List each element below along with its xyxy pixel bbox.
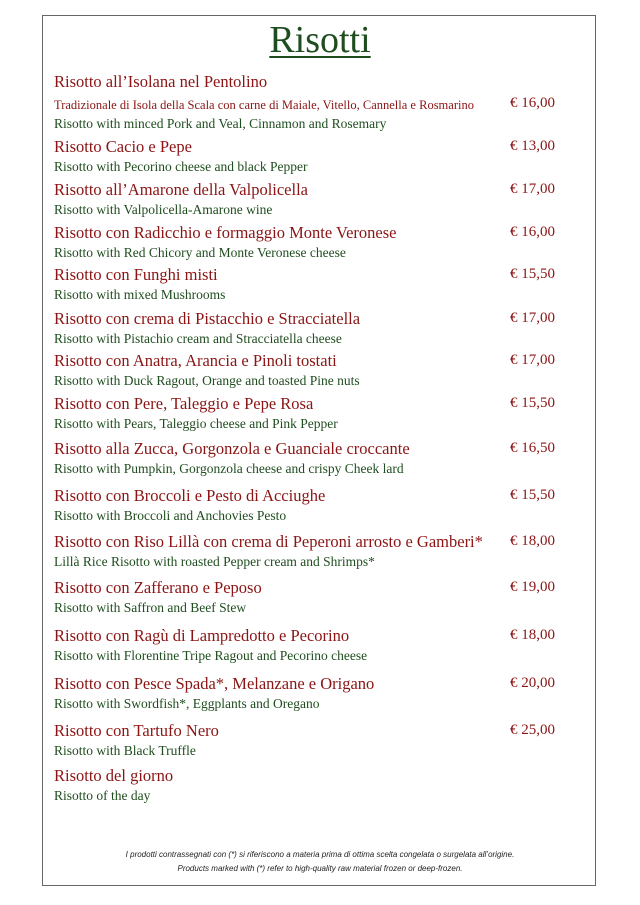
item-name: Risotto con Anatra, Arancia e Pinoli tostati [54, 351, 337, 370]
item-name: Risotto alla Zucca, Gorgonzola e Guanciale croccante [54, 439, 410, 458]
menu-item [54, 721, 564, 760]
item-name: Risotto con Pesce Spada*, Melanzane e Origano [54, 674, 375, 693]
item-price: € 17,00 [510, 181, 555, 197]
item-price: € 13,00 [510, 138, 555, 154]
item-name: Risotto con Tartufo Nero [54, 721, 219, 740]
item-name: Risotto con Zafferano e Peposo [54, 578, 262, 597]
page-title: Risotti [269, 19, 371, 61]
item-english: Risotto with Valpolicella-Amarone wine [54, 202, 273, 217]
item-english: Lillà Rice Risotto with roasted Pepper cream and Shrimps* [54, 554, 375, 569]
item-english: Risotto with Swordfish*, Eggplants and Oregano [54, 696, 320, 711]
item-english: Risotto with Pistachio cream and Stracciatella cheese [54, 331, 342, 346]
footer-italian: I prodotti contrassegnati con (*) si riferiscono a materia prima di ottima scelta congelata o surgelata all’origine. [125, 850, 515, 859]
item-name: Risotto con Ragù di Lampredotto e Pecorino [54, 626, 350, 645]
item-name: Risotto all’Isolana nel Pentolino [54, 72, 268, 91]
menu-item [54, 674, 564, 713]
item-price: € 15,50 [510, 395, 555, 411]
menu-item [54, 72, 564, 133]
item-english: Risotto with mixed Mushrooms [54, 287, 226, 302]
item-english: Risotto with Pumpkin, Gorgonzola cheese and crispy Cheek lard [54, 461, 404, 476]
menu-item [54, 626, 564, 665]
item-price: € 18,00 [510, 533, 555, 549]
item-price: € 19,00 [510, 579, 555, 595]
item-english: Risotto with Broccoli and Anchovies Pesto [54, 508, 287, 523]
footer-english: Products marked with (*) refer to high-quality raw material frozen or deep-frozen. [177, 864, 463, 873]
item-name: Risotto con Funghi misti [54, 265, 218, 284]
menu-item [54, 486, 564, 525]
item-subtitle: Tradizionale di Isola della Scala con carne di Maiale, Vitello, Cannella e Rosmarino [54, 98, 474, 112]
item-english: Risotto with Florentine Tripe Ragout and Pecorino cheese [54, 648, 368, 663]
item-name: Risotto con Riso Lillà con crema di Peperoni arrosto e Gamberi* [54, 532, 483, 551]
item-name: Risotto con Pere, Taleggio e Pepe Rosa [54, 394, 314, 413]
item-english: Risotto with Duck Ragout, Orange and toasted Pine nuts [54, 373, 360, 388]
menu-item [54, 309, 564, 348]
menu-item [54, 766, 564, 805]
menu-item [54, 180, 564, 219]
item-name: Risotto all’Amarone della Valpolicella [54, 180, 309, 199]
item-price: € 15,50 [510, 487, 555, 503]
item-name: Risotto con Broccoli e Pesto di Acciughe [54, 486, 326, 505]
item-price: € 16,50 [510, 440, 555, 456]
item-price: € 16,00 [510, 95, 555, 111]
item-english: Risotto with Saffron and Beef Stew [54, 600, 247, 615]
item-price: € 17,00 [510, 352, 555, 368]
item-english: Risotto with minced Pork and Veal, Cinnamon and Rosemary [54, 116, 387, 131]
item-name: Risotto con crema di Pistacchio e Stracciatella [54, 309, 361, 328]
item-name: Risotto Cacio e Pepe [54, 137, 192, 156]
item-price: € 18,00 [510, 627, 555, 643]
item-price: € 25,00 [510, 722, 555, 738]
item-name: Risotto con Radicchio e formaggio Monte Veronese [54, 223, 397, 242]
item-price: € 15,50 [510, 266, 555, 282]
item-english: Risotto with Pecorino cheese and black Pepper [54, 159, 308, 174]
item-english: Risotto of the day [54, 788, 151, 803]
menu-item [54, 223, 564, 262]
menu-item [54, 439, 564, 478]
menu-item [54, 265, 564, 304]
menu-item [54, 351, 564, 390]
menu-item [54, 137, 564, 176]
item-price: € 20,00 [510, 675, 555, 691]
item-name: Risotto del giorno [54, 766, 174, 785]
item-english: Risotto with Pears, Taleggio cheese and Pink Pepper [54, 416, 338, 431]
item-price: € 17,00 [510, 310, 555, 326]
item-english: Risotto with Red Chicory and Monte Veronese cheese [54, 245, 346, 260]
item-price: € 16,00 [510, 224, 555, 240]
menu-item [54, 394, 564, 433]
item-english: Risotto with Black Truffle [54, 743, 196, 758]
menu-item [54, 532, 564, 571]
menu-item [54, 578, 564, 617]
